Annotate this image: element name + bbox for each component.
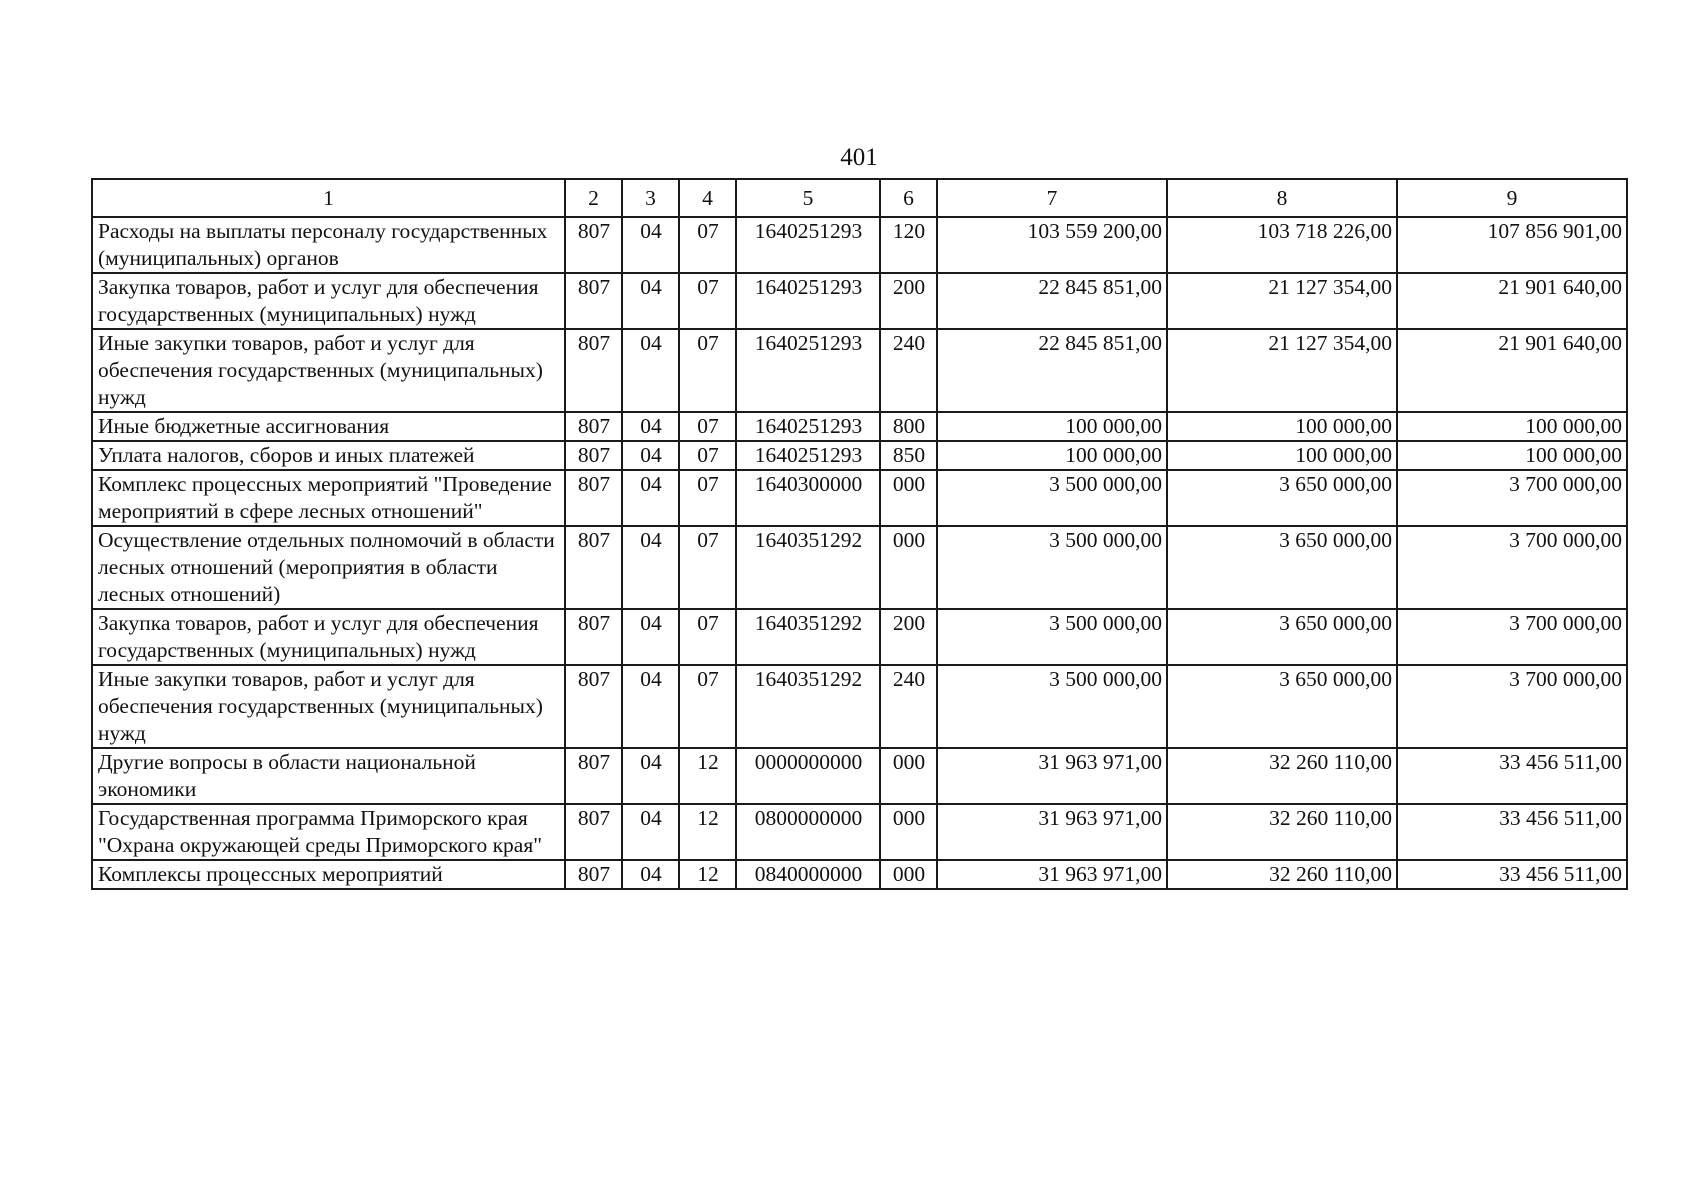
row-amount-8: 32 260 110,00 (1167, 804, 1397, 860)
header-col-2: 2 (565, 179, 622, 217)
table-row (92, 412, 1627, 441)
row-col-3: 04 (622, 470, 679, 526)
header-row (92, 179, 1627, 217)
row-col-4: 07 (679, 470, 736, 526)
row-col-2: 807 (565, 860, 622, 889)
row-amount-7: 31 963 971,00 (937, 748, 1167, 804)
row-description: Уплата налогов, сборов и иных платежей (92, 441, 565, 470)
row-col-2: 807 (565, 526, 622, 609)
row-amount-7: 22 845 851,00 (937, 329, 1167, 412)
row-col-2: 807 (565, 441, 622, 470)
row-amount-7: 100 000,00 (937, 412, 1167, 441)
row-amount-8: 32 260 110,00 (1167, 748, 1397, 804)
row-col-3: 04 (622, 609, 679, 665)
row-col-6: 240 (880, 665, 937, 748)
row-amount-8: 21 127 354,00 (1167, 329, 1397, 412)
row-col-2: 807 (565, 665, 622, 748)
table-row (92, 804, 1627, 860)
row-col-4: 07 (679, 441, 736, 470)
row-amount-8: 3 650 000,00 (1167, 526, 1397, 609)
row-col-6: 000 (880, 804, 937, 860)
row-description: Государственная программа Приморского края "Охрана окружающей среды Приморского края" (92, 804, 565, 860)
row-col-5: 1640251293 (736, 412, 880, 441)
row-amount-7: 3 500 000,00 (937, 665, 1167, 748)
row-amount-8: 100 000,00 (1167, 441, 1397, 470)
row-amount-8: 3 650 000,00 (1167, 665, 1397, 748)
table-row (92, 860, 1627, 889)
row-amount-7: 100 000,00 (937, 441, 1167, 470)
row-col-2: 807 (565, 412, 622, 441)
header-col-4: 4 (679, 179, 736, 217)
row-col-3: 04 (622, 665, 679, 748)
row-col-5: 1640300000 (736, 470, 880, 526)
row-amount-8: 3 650 000,00 (1167, 470, 1397, 526)
table-row (92, 329, 1627, 412)
row-col-6: 850 (880, 441, 937, 470)
row-col-3: 04 (622, 329, 679, 412)
row-col-3: 04 (622, 217, 679, 273)
row-description: Другие вопросы в области национальной экономики (92, 748, 565, 804)
row-col-6: 200 (880, 273, 937, 329)
row-col-3: 04 (622, 273, 679, 329)
row-col-2: 807 (565, 273, 622, 329)
row-col-5: 1640251293 (736, 329, 880, 412)
table-row (92, 526, 1627, 609)
row-col-4: 07 (679, 526, 736, 609)
row-col-5: 1640251293 (736, 217, 880, 273)
table-row (92, 273, 1627, 329)
row-description: Комплекс процессных мероприятий "Проведение мероприятий в сфере лесных отношений" (92, 470, 565, 526)
row-col-4: 12 (679, 748, 736, 804)
row-amount-7: 3 500 000,00 (937, 609, 1167, 665)
page-number: 401 (840, 144, 878, 171)
header-col-1: 1 (92, 179, 565, 217)
row-description: Иные закупки товаров, работ и услуг для обеспечения государственных (муниципальных) нужд (92, 665, 565, 748)
row-col-6: 800 (880, 412, 937, 441)
table-row (92, 609, 1627, 665)
row-col-3: 04 (622, 804, 679, 860)
row-col-6: 200 (880, 609, 937, 665)
row-amount-9: 3 700 000,00 (1397, 526, 1627, 609)
table-row (92, 217, 1627, 273)
row-col-5: 1640351292 (736, 665, 880, 748)
row-amount-9: 21 901 640,00 (1397, 329, 1627, 412)
row-amount-9: 33 456 511,00 (1397, 748, 1627, 804)
row-amount-9: 100 000,00 (1397, 441, 1627, 470)
row-amount-9: 3 700 000,00 (1397, 665, 1627, 748)
row-amount-8: 21 127 354,00 (1167, 273, 1397, 329)
row-description: Закупка товаров, работ и услуг для обеспечения государственных (муниципальных) нужд (92, 273, 565, 329)
row-col-2: 807 (565, 609, 622, 665)
row-amount-8: 103 718 226,00 (1167, 217, 1397, 273)
row-col-5: 0800000000 (736, 804, 880, 860)
table-row (92, 665, 1627, 748)
row-col-6: 000 (880, 526, 937, 609)
row-col-2: 807 (565, 748, 622, 804)
row-col-4: 12 (679, 860, 736, 889)
row-col-2: 807 (565, 804, 622, 860)
row-col-5: 1640251293 (736, 273, 880, 329)
row-col-3: 04 (622, 441, 679, 470)
row-amount-7: 31 963 971,00 (937, 860, 1167, 889)
row-col-3: 04 (622, 526, 679, 609)
row-col-4: 12 (679, 804, 736, 860)
header-col-6: 6 (880, 179, 937, 217)
row-amount-9: 3 700 000,00 (1397, 609, 1627, 665)
row-amount-7: 31 963 971,00 (937, 804, 1167, 860)
row-description: Расходы на выплаты персоналу государственных (муниципальных) органов (92, 217, 565, 273)
row-col-6: 000 (880, 860, 937, 889)
row-col-2: 807 (565, 217, 622, 273)
row-col-5: 0000000000 (736, 748, 880, 804)
row-col-6: 120 (880, 217, 937, 273)
row-description: Иные закупки товаров, работ и услуг для обеспечения государственных (муниципальных) нужд (92, 329, 565, 412)
row-col-5: 1640351292 (736, 526, 880, 609)
row-col-4: 07 (679, 412, 736, 441)
row-amount-9: 33 456 511,00 (1397, 860, 1627, 889)
row-amount-9: 107 856 901,00 (1397, 217, 1627, 273)
row-col-5: 1640351292 (736, 609, 880, 665)
row-col-4: 07 (679, 273, 736, 329)
row-amount-7: 3 500 000,00 (937, 526, 1167, 609)
row-col-6: 240 (880, 329, 937, 412)
row-amount-9: 33 456 511,00 (1397, 804, 1627, 860)
row-description: Иные бюджетные ассигнования (92, 412, 565, 441)
row-col-3: 04 (622, 412, 679, 441)
row-amount-7: 3 500 000,00 (937, 470, 1167, 526)
row-col-4: 07 (679, 665, 736, 748)
row-amount-8: 100 000,00 (1167, 412, 1397, 441)
header-col-9: 9 (1397, 179, 1627, 217)
row-col-2: 807 (565, 329, 622, 412)
row-col-3: 04 (622, 860, 679, 889)
row-col-4: 07 (679, 329, 736, 412)
row-amount-8: 32 260 110,00 (1167, 860, 1397, 889)
header-col-8: 8 (1167, 179, 1397, 217)
header-col-3: 3 (622, 179, 679, 217)
table-row (92, 748, 1627, 804)
row-col-4: 07 (679, 217, 736, 273)
row-description: Закупка товаров, работ и услуг для обеспечения государственных (муниципальных) нужд (92, 609, 565, 665)
header-col-7: 7 (937, 179, 1167, 217)
row-col-2: 807 (565, 470, 622, 526)
row-col-5: 0840000000 (736, 860, 880, 889)
row-description: Осуществление отдельных полномочий в области лесных отношений (мероприятия в области лесных отношений) (92, 526, 565, 609)
row-col-5: 1640251293 (736, 441, 880, 470)
row-col-3: 04 (622, 748, 679, 804)
row-description: Комплексы процессных мероприятий (92, 860, 565, 889)
row-amount-9: 21 901 640,00 (1397, 273, 1627, 329)
row-amount-7: 22 845 851,00 (937, 273, 1167, 329)
row-amount-8: 3 650 000,00 (1167, 609, 1397, 665)
row-col-4: 07 (679, 609, 736, 665)
row-col-6: 000 (880, 748, 937, 804)
table-row (92, 441, 1627, 470)
row-amount-9: 100 000,00 (1397, 412, 1627, 441)
row-amount-7: 103 559 200,00 (937, 217, 1167, 273)
table-row (92, 470, 1627, 526)
budget-table (91, 178, 1628, 890)
row-col-6: 000 (880, 470, 937, 526)
header-col-5: 5 (736, 179, 880, 217)
row-amount-9: 3 700 000,00 (1397, 470, 1627, 526)
